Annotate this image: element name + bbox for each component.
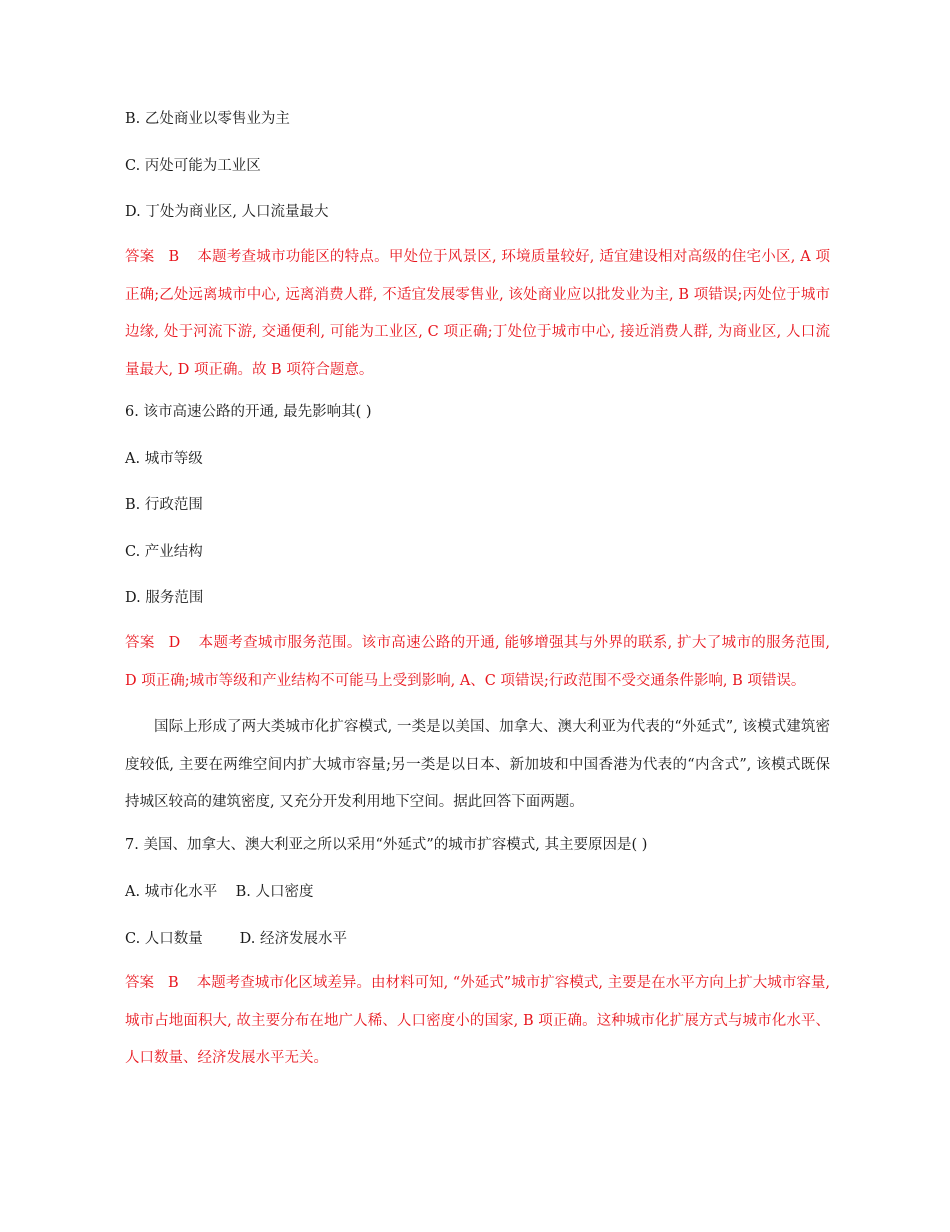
q6-option-d: D. 服务范围 [125,590,204,606]
answer-label: 答案 [125,635,155,651]
q5-option-c: C. 丙处可能为工业区 [125,158,261,174]
answer-label: 答案 [125,249,155,265]
answer-key: D [168,635,181,651]
q5-option-b: B. 乙处商业以零售业为主 [125,111,290,127]
answer-explanation: 本题考查城市功能区的特点。甲处位于风景区, 环境质量较好, 适宜建设相对高级的住宅小区, A 项正确;乙处远离城市中心, 远离消费人群, 不适宜发展零售业, 该处商业应以批发业为主, B 项错误;丙处位于城市边缘, 处于河流下游, 交通便利, 可能为工业区, C 项正确;丁处位于城市中心, 接近消费人群, 为商业区, 人口流量最大, D 项正确。故 B 项符合题意。 [125,249,831,378]
answer-label: 答案 [125,975,155,991]
material-paragraph: 国际上形成了两大类城市化扩容模式, 一类是以美国、加拿大、澳大利亚为代表的“外延式”, 该模式建筑密度较低, 主要在两维空间内扩大城市容量;另一类是以日本、新加坡和中国香港为代表的“内含式”, 该模式既保持城区较高的建筑密度, 又充分开发利用地下空间。据此回答下面两题。 [125,719,830,810]
q6-answer [125,625,830,700]
q5-option-d: D. 丁处为商业区, 人口流量最大 [125,204,329,220]
q6-stem: 6. 该市高速公路的开通, 最先影响其( ) [125,404,372,420]
q6-option-c: C. 产业结构 [125,544,203,560]
q7-stem: 7. 美国、加拿大、澳大利亚之所以采用“外延式”的城市扩容模式, 其主要原因是( ) [125,837,648,853]
q7-options-cd: C. 人口数量 D. 经济发展水平 [125,931,347,947]
q7-options-ab: A. 城市化水平 B. 人口密度 [125,884,314,900]
q6-option-b: B. 行政范围 [125,497,203,513]
answer-key: B [168,249,180,265]
q7-answer [125,965,830,1078]
answer-explanation: 本题考查城市服务范围。该市高速公路的开通, 能够增强其与外界的联系, 扩大了城市的服务范围, D 项正确;城市等级和产业结构不可能马上受到影响, A、C 项错误;行政范围不受交通条件影响, B 项错误。 [125,635,831,689]
q6-option-a: A. 城市等级 [125,451,203,467]
answer-key: B [168,975,179,991]
answer-explanation: 本题考查城市化区域差异。由材料可知, “外延式”城市扩容模式, 主要是在水平方向上扩大城市容量, 城市占地面积大, 故主要分布在地广人稀、人口密度小的国家, B 项正确。这种城市化扩展方式与城市化水平、人口数量、经济发展水平无关。 [125,975,830,1066]
q5-answer [125,239,830,389]
